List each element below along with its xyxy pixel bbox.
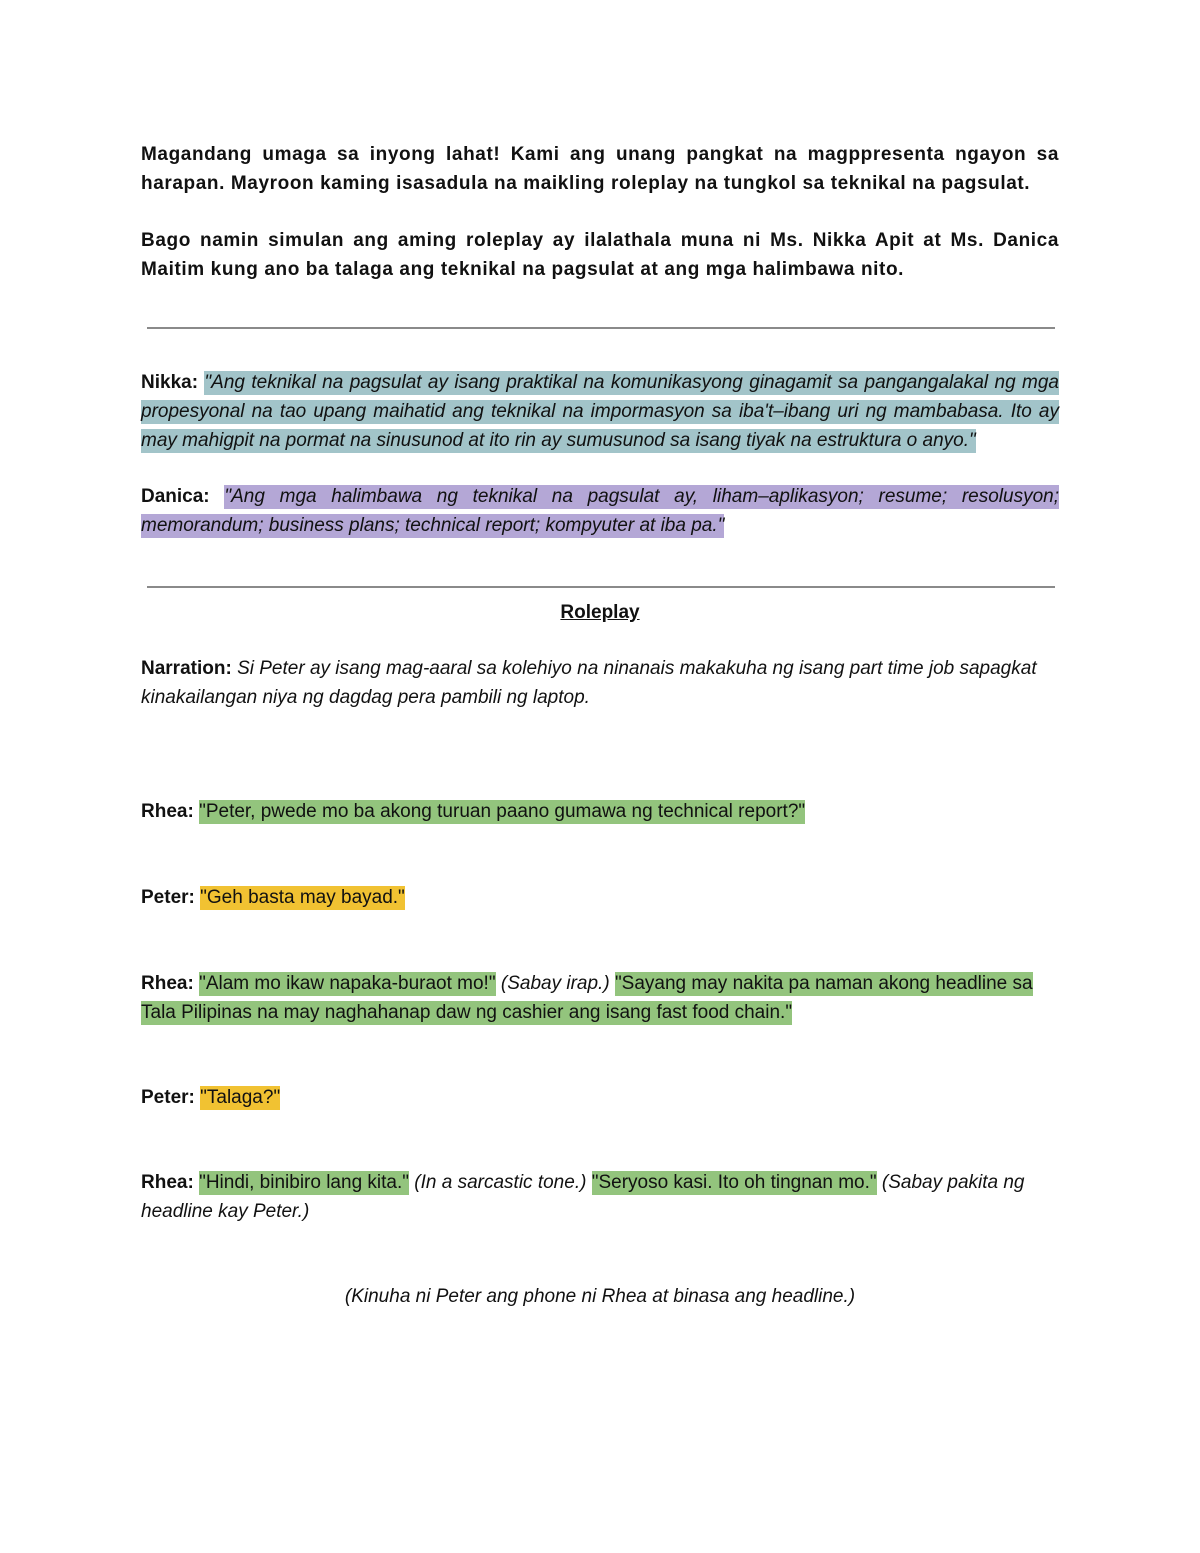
rhea-quote: "Alam mo ikaw napaka-buraot mo!" — [199, 973, 496, 994]
spacer — [141, 198, 1059, 226]
nikka-definition — [141, 368, 1059, 455]
document-page — [141, 140, 1059, 1311]
spacer — [141, 1112, 1059, 1168]
spacer — [141, 627, 1059, 654]
dialogue-line-peter-2 — [141, 1083, 1059, 1112]
peter-quote: "Geh basta may bayad." — [200, 887, 405, 908]
dialogue-line-rhea-2 — [141, 969, 1059, 1027]
narration-label: Narration: — [141, 658, 232, 679]
danica-quote: "Ang mga halimbawa ng teknikal na pagsulat ay, liham–aplikasyon; resume; resolusyon; memorandum; business plans; technical report; kompyuter at iba pa." — [141, 486, 1060, 536]
danica-definition — [141, 482, 1059, 540]
stage-direction: (Kinuha ni Peter ang phone ni Rhea at binasa ang headline.) — [344, 1286, 856, 1307]
rhea-speaker-label: Rhea: — [141, 1172, 194, 1193]
spacer — [141, 1027, 1059, 1083]
stage-direction-inline: (In a sarcastic tone.) — [414, 1172, 587, 1193]
nikka-quote: "Ang teknikal na pagsulat ay isang praktikal na komunikasyong ginagamit sa pangangalakal ng mga propesyonal na tao upang maihatid ang teknikal na impormasyon sa iba't–ibang uri ng mambabasa. Ito ay may mahigpit na pormat na sinusunod at ito rin ay sumusunod sa isang tiyak na estruktura o anyo." — [141, 372, 1059, 451]
narration — [141, 654, 1059, 712]
dialogue-line-peter-1 — [141, 883, 1059, 912]
stage-direction-inline: (Sabay pakita ng headline kay Peter.) — [141, 1172, 1025, 1222]
spacer — [141, 912, 1059, 969]
intro-paragraph-1: Magandang umaga sa inyong lahat! Kami ang unang pangkat na magppresenta ngayon sa harapan. Mayroon kaming isasadula na maikling roleplay na tungkol sa teknikal na pagsulat. — [141, 144, 1059, 194]
spacer — [141, 284, 1059, 327]
roleplay-heading: Roleplay — [560, 602, 640, 623]
stage-direction-inline: (Sabay irap.) — [500, 973, 610, 994]
spacer — [141, 329, 1059, 368]
spacer — [141, 540, 1059, 586]
spacer — [141, 588, 1059, 598]
rhea-quote: "Hindi, binibiro lang kita." — [199, 1172, 410, 1193]
rhea-quote: "Peter, pwede mo ba akong turuan paano gumawa ng technical report?" — [199, 801, 806, 822]
spacer — [141, 826, 1059, 883]
nikka-speaker-label: Nikka: — [141, 372, 199, 393]
peter-speaker-label: Peter: — [141, 1087, 195, 1108]
dialogue-line-rhea-1 — [141, 797, 1059, 826]
peter-quote: "Talaga?" — [200, 1087, 281, 1108]
danica-speaker-label: Danica: — [141, 486, 210, 507]
spacer — [141, 1226, 1059, 1282]
spacer — [141, 712, 1059, 797]
peter-speaker-label: Peter: — [141, 887, 195, 908]
rhea-speaker-label: Rhea: — [141, 973, 194, 994]
intro-paragraph-2: Bago namin simulan ang aming roleplay ay ilalathala muna ni Ms. Nikka Apit at Ms. Danica Maitim kung ano ba talaga ang teknikal na pagsulat at ang mga halimbawa nito. — [141, 230, 1059, 280]
spacer — [141, 455, 1059, 482]
rhea-speaker-label: Rhea: — [141, 801, 194, 822]
rhea-quote-continued: "Seryoso kasi. Ito oh tingnan mo." — [591, 1172, 877, 1193]
rhea-quote-continued: "Sayang may nakita pa naman akong headline sa Tala Pilipinas na may naghahanap daw ng cashier ang isang fast food chain." — [141, 973, 1033, 1023]
narration-text: Si Peter ay isang mag-aaral sa kolehiyo na ninanais makakuha ng isang part time job sapagkat kinakailangan niya ng dagdag pera pambili ng laptop. — [141, 658, 1037, 708]
dialogue-line-rhea-3 — [141, 1168, 1059, 1226]
